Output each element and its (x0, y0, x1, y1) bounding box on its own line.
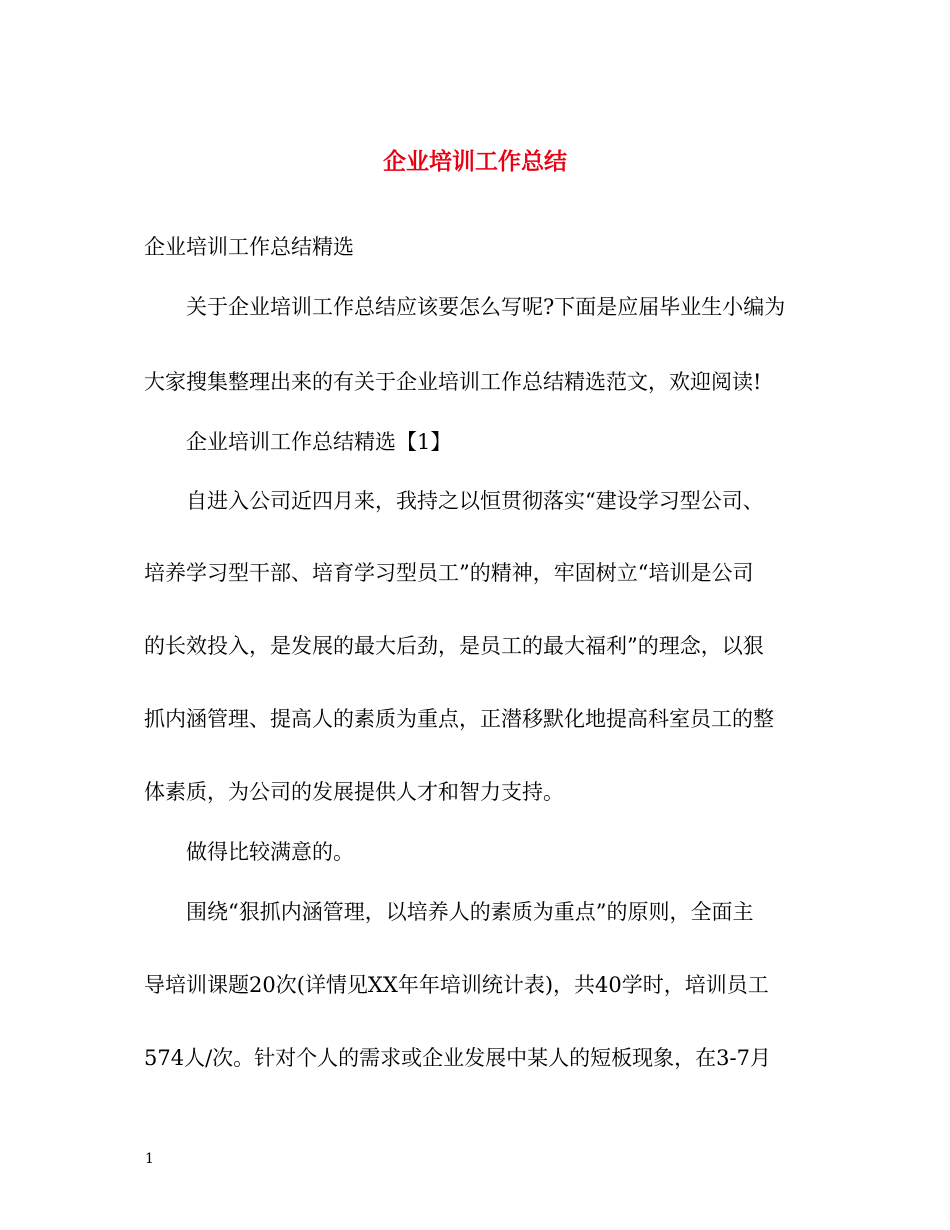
paragraph-line: 自进入公司近四月来，我持之以恒贯彻落实“建设学习型公司、 (186, 489, 764, 513)
paragraph-line: 做得比较满意的。 (186, 840, 354, 864)
section-heading: 企业培训工作总结精选【1】 (186, 430, 452, 454)
document-title: 企业培训工作总结 (383, 148, 567, 175)
paragraph-line: 关于企业培训工作总结应该要怎么写呢?下面是应届毕业生小编为 (186, 295, 786, 319)
paragraph-line: 培养学习型干部、培育学习型员工”的精神，牢固树立“培训是公司 (144, 561, 754, 585)
paragraph-line: 574人/次。针对个人的需求或企业发展中某人的短板现象，在3-7月 (144, 1046, 771, 1070)
paragraph-line: 大家搜集整理出来的有关于企业培训工作总结精选范文，欢迎阅读! (144, 370, 762, 394)
paragraph-line: 体素质，为公司的发展提供人才和智力支持。 (144, 780, 564, 804)
paragraph-line: 抓内涵管理、提高人的素质为重点，正潜移默化地提高科室员工的整 (144, 707, 774, 731)
paragraph-line: 围绕“狠抓内涵管理，以培养人的素质为重点”的原则，全面主 (186, 900, 754, 924)
document-subtitle: 企业培训工作总结精选 (144, 235, 354, 259)
paragraph-line: 导培训课题20次(详情见XX年年培训统计表)，共40学时，培训员工 (144, 973, 769, 997)
page-number: 1 (145, 1151, 154, 1167)
paragraph-line: 的长效投入，是发展的最大后劲，是员工的最大福利”的理念，以狠 (144, 634, 764, 658)
